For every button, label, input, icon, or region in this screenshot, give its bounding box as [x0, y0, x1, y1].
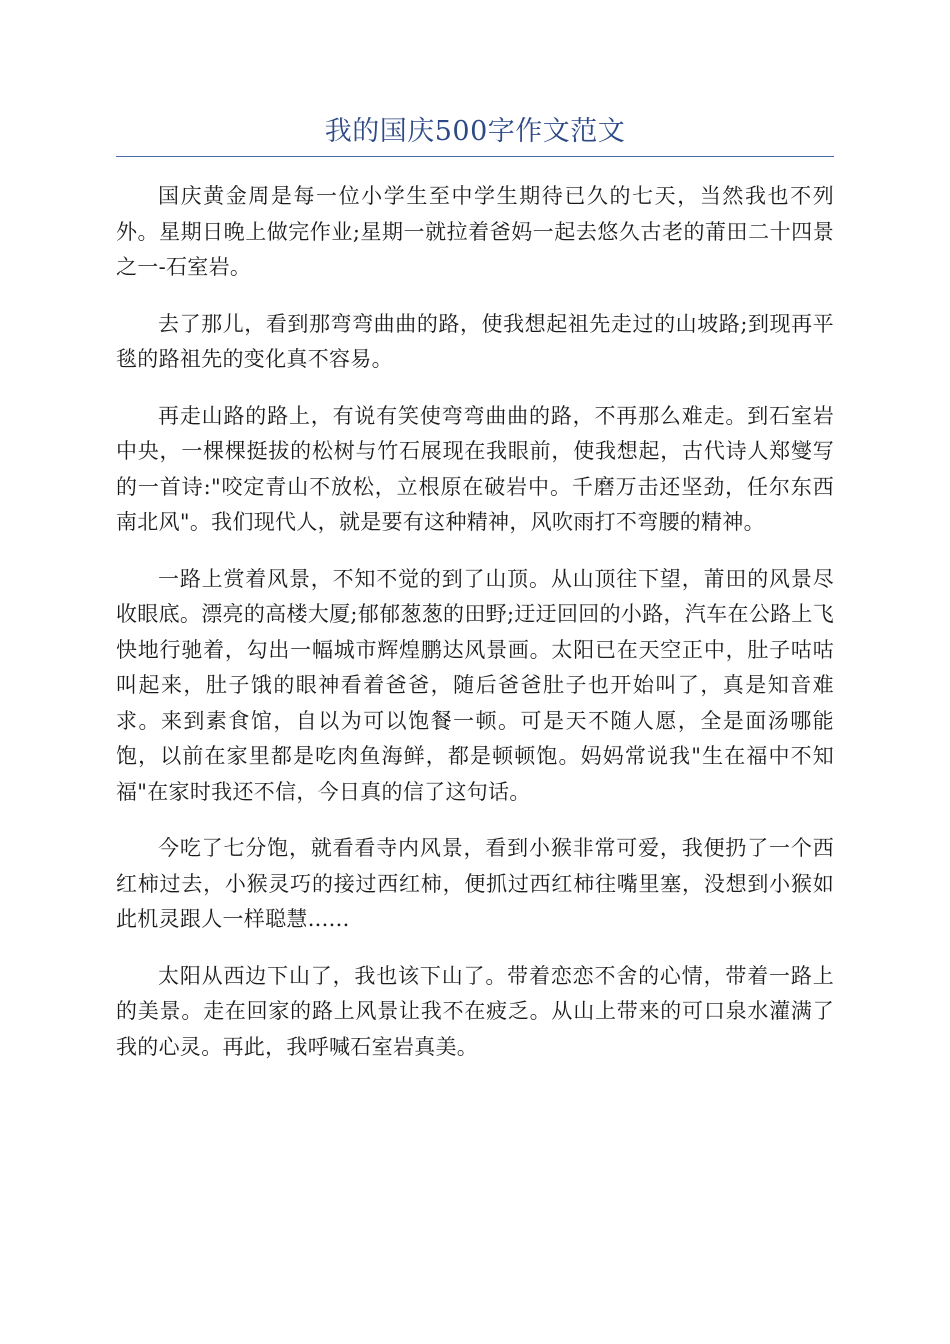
paragraph-4: 一路上赏着风景，不知不觉的到了山顶。从山顶往下望，莆田的风景尽收眼底。漂亮的高楼大厦;郁郁葱葱的田野;迂迂回回的小路，汽车在公路上飞快地行驰着，勾出一幅城市辉煌鹏达风景画。太阳已在天空正中，肚子咕咕叫起来，肚子饿的眼神看着爸爸，随后爸爸肚子也开始叫了，真是知音难求。来到素食馆，自以为可以饱餐一顿。可是天不随人愿，全是面汤哪能饱，以前在家里都是吃肉鱼海鲜，都是顿顿饱。妈妈常说我"生在福中不知福"在家时我还不信，今日真的信了这句话。	[116, 566, 834, 804]
paragraph-2: 去了那儿，看到那弯弯曲曲的路，使我想起祖先走过的山坡路;到现再平毯的路祖先的变化真不容易。	[116, 311, 834, 371]
title-underline	[116, 156, 834, 157]
document-title: 我的国庆500字作文范文	[324, 116, 626, 147]
paragraph-6: 太阳从西边下山了，我也该下山了。带着恋恋不舍的心情，带着一路上的美景。走在回家的路上风景让我不在疲乏。从山上带来的可口泉水灌满了我的心灵。再此，我呼喊石室岩真美。	[116, 963, 834, 1059]
paragraph-5: 今吃了七分饱，就看看寺内风景，看到小猴非常可爱，我便扔了一个西红柿过去，小猴灵巧的接过西红柿，便抓过西红柿往嘴里塞，没想到小猴如此机灵跟人一样聪慧......	[116, 836, 834, 931]
paragraph-1: 国庆黄金周是每一位小学生至中学生期待已久的七天，当然我也不列外。星期日晚上做完作业;星期一就拉着爸妈一起去悠久古老的莆田二十四景之一-石室岩。	[116, 184, 834, 279]
document-page	[116, 112, 834, 1086]
paragraph-3: 再走山路的路上，有说有笑使弯弯曲曲的路，不再那么难走。到石室岩中央，一棵棵挺拔的松树与竹石展现在我眼前，使我想起，古代诗人郑燮写的一首诗:"咬定青山不放松，立根原在破岩中。千磨万击还坚劲，任尔东西南北风"。我们现代人，就是要有这种精神，风吹雨打不弯腰的精神。	[116, 403, 834, 534]
